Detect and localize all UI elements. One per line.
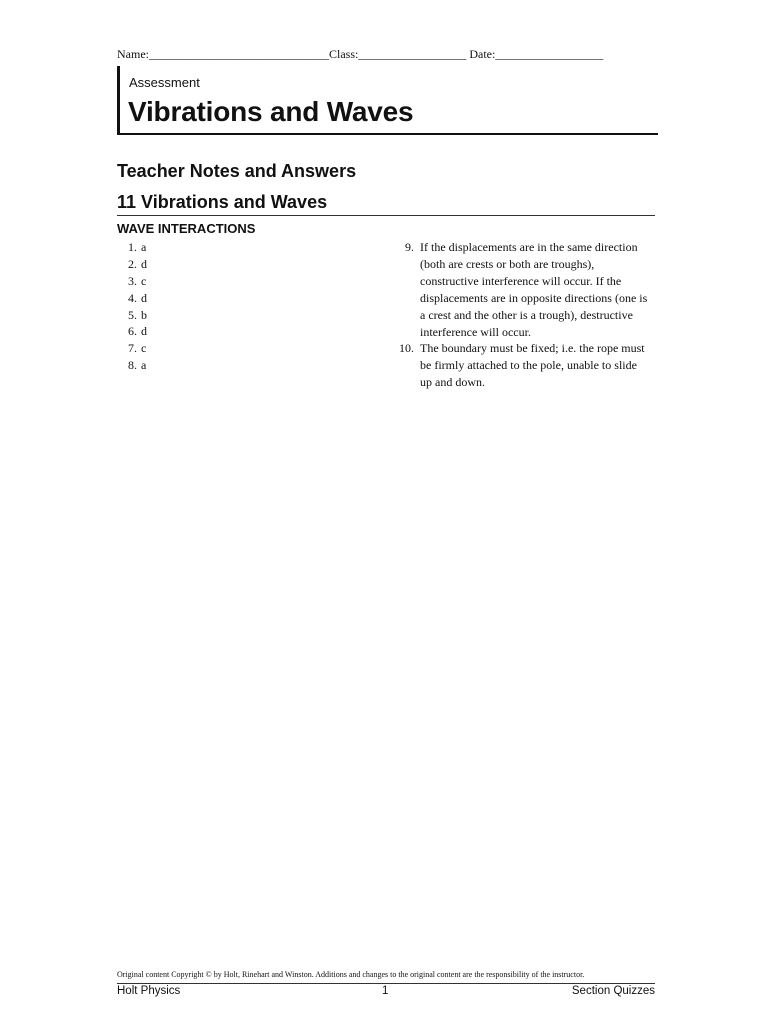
answer-item — [117, 256, 357, 273]
answer-item — [388, 239, 650, 340]
answer-number: 5. — [128, 307, 137, 322]
assessment-banner — [117, 66, 658, 135]
answer-text: a — [141, 358, 147, 373]
answer-item — [117, 323, 357, 340]
answer-text: c — [141, 273, 147, 288]
answer-text: d — [141, 290, 147, 305]
answer-list-right — [388, 239, 650, 391]
page-number: 1 — [382, 985, 389, 997]
answer-item — [117, 340, 357, 357]
copyright-notice: Original content Copyright © by Holt, Rinehart and Winston. Additions and changes to the original content are the responsibility of the instructor. — [117, 970, 585, 979]
notes-heading: Teacher Notes and Answers — [117, 161, 357, 181]
footer-book-title: Holt Physics — [117, 985, 181, 997]
footer-section-name: Section Quizzes — [571, 985, 655, 997]
answer-text: If the displacements are in the same direction (both are crests or both are troughs), constructive interference will occur. If the displacements are in opposite directions (one is a crest and the other is a trough), destructive interference will occur. — [420, 240, 648, 339]
answer-item — [388, 340, 650, 391]
answer-text: c — [141, 341, 147, 356]
banner-title: Vibrations and Waves — [128, 96, 414, 127]
section-heading: WAVE INTERACTIONS — [117, 221, 256, 236]
answer-text: a — [141, 240, 147, 254]
answer-item — [117, 307, 357, 324]
answer-item — [117, 357, 357, 374]
answer-text: d — [141, 324, 147, 339]
answer-text: b — [141, 307, 147, 322]
footer-divider — [117, 983, 655, 984]
answer-number: 1. — [128, 240, 137, 254]
answer-number: 9. — [405, 240, 414, 254]
name-class-date-line: Name:______________________________Class:__________________ Date:__________________ — [117, 47, 604, 61]
answer-item — [117, 239, 357, 256]
answer-number: 2. — [128, 256, 137, 271]
answer-number: 6. — [128, 324, 137, 339]
chapter-heading: 11 Vibrations and Waves — [117, 192, 328, 212]
answer-number: 3. — [128, 273, 137, 288]
banner-kicker: Assessment — [129, 75, 200, 90]
answer-item — [117, 290, 357, 307]
answer-text: The boundary must be fixed; i.e. the rope must be firmly attached to the pole, unable to slide up and down. — [420, 341, 645, 390]
answer-list-left — [117, 239, 357, 374]
chapter-divider — [117, 215, 655, 216]
answer-number: 4. — [128, 290, 137, 305]
answer-text: d — [141, 256, 147, 271]
answer-number: 7. — [128, 341, 137, 356]
answer-number: 10. — [399, 341, 414, 356]
answer-item — [117, 273, 357, 290]
answer-number: 8. — [128, 358, 137, 373]
